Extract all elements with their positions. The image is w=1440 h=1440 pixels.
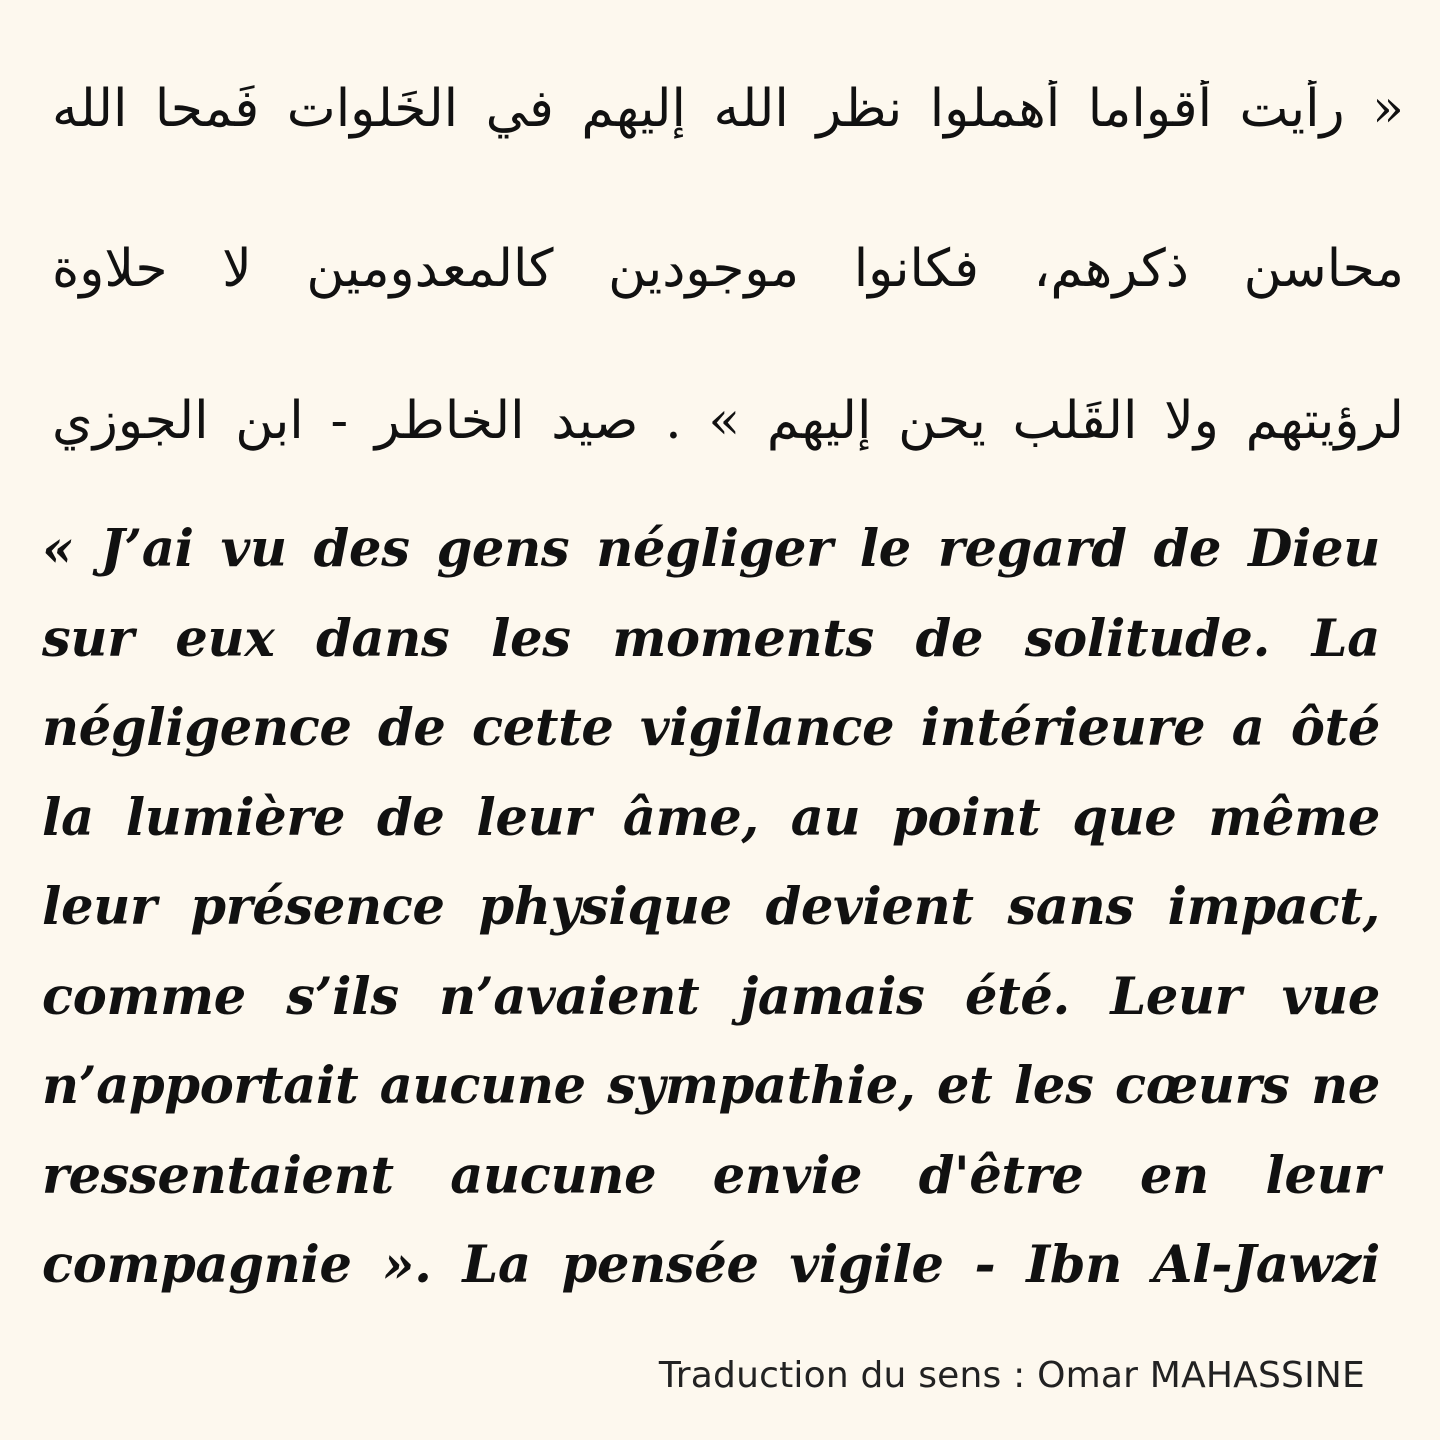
arabic-quote-line-2: محاسن ذكرهم، فكانوا موجودين كالمعدومين لا حلاوة (52, 240, 1404, 299)
arabic-quote (52, 62, 1404, 472)
french-translation: « J’ai vu des gens négliger le regard de Dieu sur eux dans les moments de solitude. La négligence de cette vigilance intérieure a ôté la lumière de leur âme, au point que même leur présence physique devient sans impact, comme s’ils n’avaient jamais été. Leur vue n’apportait aucune sympathie, et les cœurs ne ressentaient aucune envie d'être en leur compagnie ». La pensée vigile - Ibn Al-Jawzi (42, 519, 1380, 1295)
arabic-quote-line-3: لرؤيتهم ولا القَلب يحن إليهم » . صيد الخاطر - ابن الجوزي (52, 392, 1404, 451)
translator-credit: Traduction du sens : Omar MAHASSINE (658, 1355, 1365, 1396)
arabic-quote-line-1: « رأيت أقواما أهملوا نظر الله إليهم في الخَلوات فَمحا الله (52, 80, 1404, 139)
